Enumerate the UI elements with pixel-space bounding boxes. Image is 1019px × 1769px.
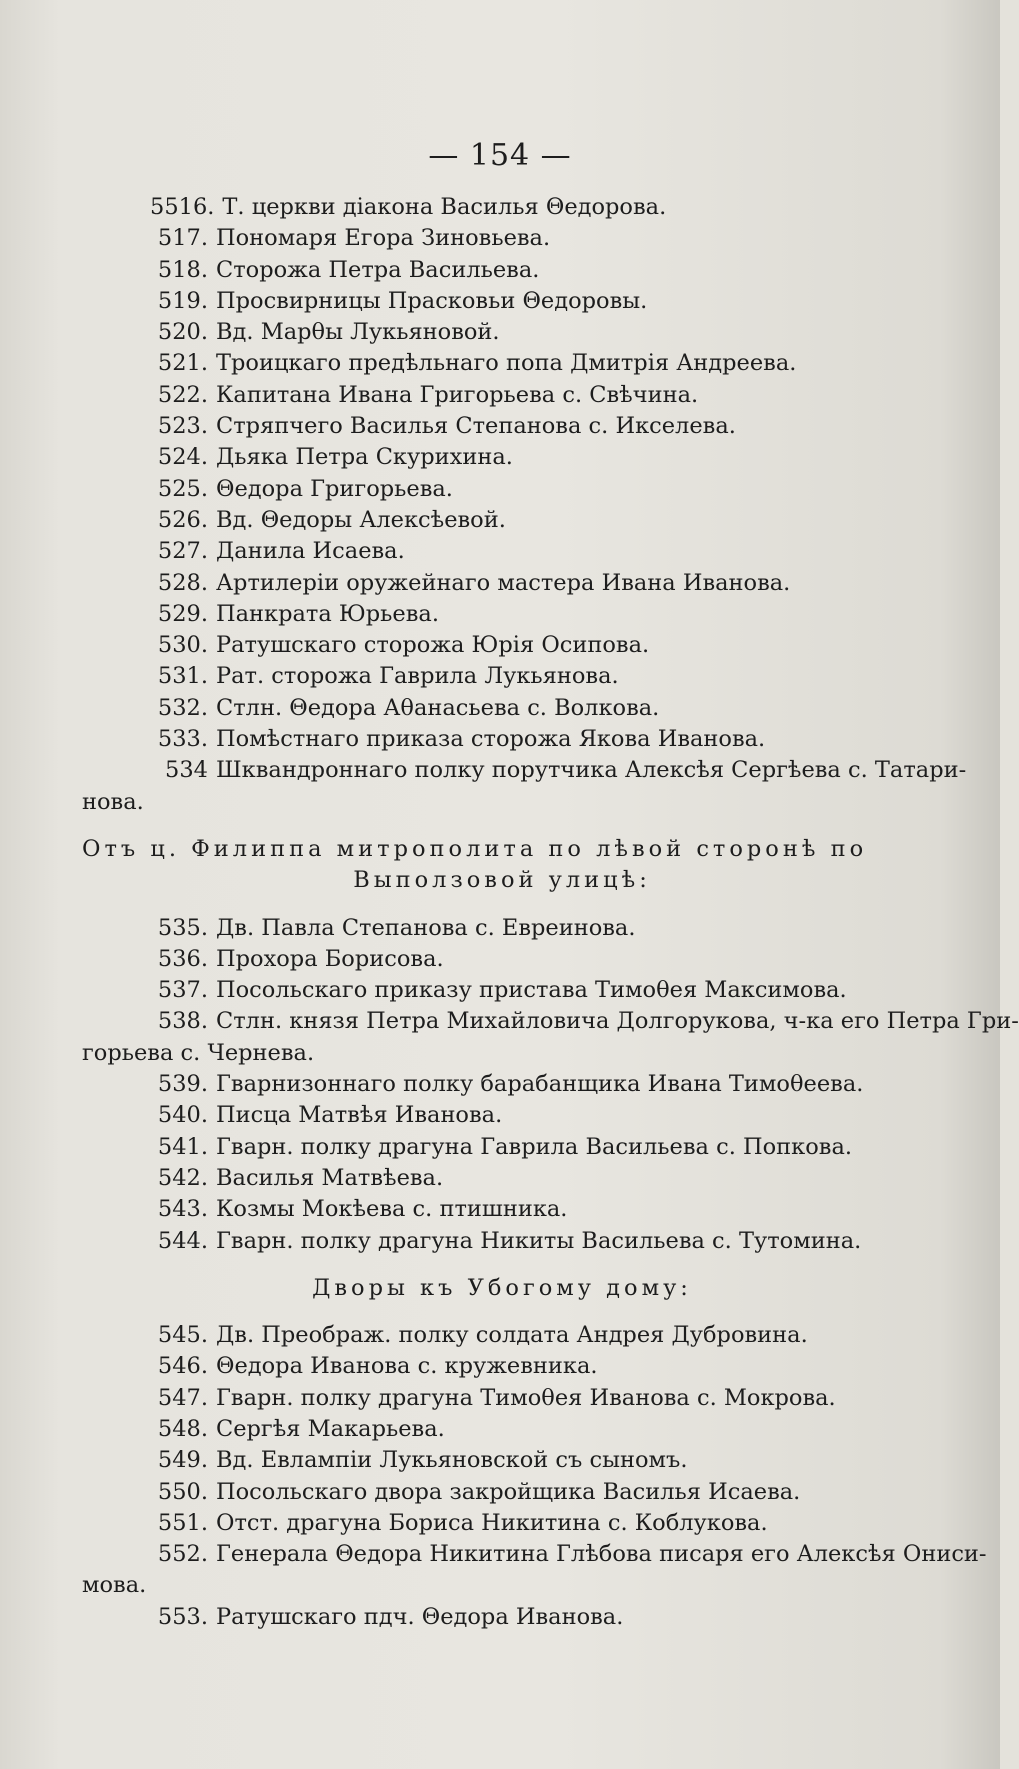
entry-number: 525. <box>157 475 208 502</box>
entry-text: Гварн. полку драгуна Никиты Васильева с. Тутомина. <box>216 1227 862 1254</box>
list-item <box>82 1226 922 1257</box>
list-item <box>82 348 922 379</box>
list-item <box>82 1194 922 1225</box>
entry-text: Писца Матвѣя Иванова. <box>216 1102 503 1129</box>
entry-text: Артилеріи оружейнаго мастера Ивана Иванова. <box>216 569 791 596</box>
entry-number: 533. <box>157 726 208 753</box>
list-item <box>82 474 922 505</box>
entry-number: 530. <box>157 632 208 659</box>
list-item <box>82 661 922 692</box>
spacer <box>82 818 922 834</box>
entry-number: 532. <box>157 694 208 721</box>
entry-continuation: мова. <box>82 1572 147 1599</box>
entry-text: Θедора Григорьева. <box>216 475 453 502</box>
entry-number: 542. <box>157 1164 208 1191</box>
spacer <box>82 1304 922 1320</box>
list-item <box>82 1445 922 1476</box>
entry-number: 535. <box>157 914 208 941</box>
entry-number: 549. <box>157 1447 208 1474</box>
list-item <box>82 1539 987 1570</box>
entry-number: 524. <box>157 444 208 471</box>
entry-number: 551. <box>157 1509 208 1536</box>
entry-text: Дв. Павла Степанова с. Евреинова. <box>216 914 636 941</box>
list-item <box>82 724 922 755</box>
spacer <box>82 1257 922 1273</box>
list-item <box>82 1351 922 1382</box>
entry-number: 531. <box>157 663 208 690</box>
entry-text: Ратушскаго сторожа Юрія Осипова. <box>216 632 650 659</box>
list-item <box>82 505 922 536</box>
entry-number: 528. <box>157 569 208 596</box>
list-item <box>82 1069 922 1100</box>
entry-number: 539. <box>157 1071 208 1098</box>
entry-text: Сергѣя Макарьева. <box>216 1415 445 1442</box>
list-item <box>82 1163 922 1194</box>
entry-number: 522. <box>157 381 208 408</box>
entry-text: Капитана Ивана Григорьева с. Свѣчина. <box>216 381 699 408</box>
list-item <box>82 599 922 630</box>
entry-text: Пономаря Егора Зиновьева. <box>216 225 551 252</box>
entry-number: 5516. <box>150 194 215 220</box>
entry-text: Гварнизоннаго полку барабанщика Ивана Тимоθеева. <box>216 1071 864 1098</box>
list-item <box>82 1602 922 1633</box>
section-heading: Выползовой улицѣ: <box>353 867 651 894</box>
list-item <box>82 223 922 254</box>
entry-text: Просвирницы Прасковьи Θедоровы. <box>216 287 648 314</box>
entry-number: 543. <box>157 1196 208 1223</box>
entry-number: 545. <box>157 1322 208 1349</box>
entry-continuation: нова. <box>82 788 144 815</box>
entry-text: Прохора Борисова. <box>216 945 444 972</box>
list-item <box>82 1508 922 1539</box>
list-item <box>82 693 922 724</box>
list-item <box>82 442 922 473</box>
entry-number: 520. <box>157 319 208 346</box>
list-item <box>82 255 922 286</box>
list-item <box>82 1320 922 1351</box>
list-item <box>82 1383 922 1414</box>
entry-text: Θедора Иванова с. кружевника. <box>216 1353 598 1380</box>
entry-number: 550. <box>157 1478 208 1505</box>
list-item <box>82 411 922 442</box>
entry-number: 534 <box>165 757 208 784</box>
list-item <box>82 913 922 944</box>
page-number: — 154 — <box>428 138 572 173</box>
entry-text: Стряпчего Василья Степанова с. Икселева. <box>216 413 736 440</box>
section-heading: Отъ ц. Филиппа митрополита по лѣвой сторонѣ по <box>82 835 868 862</box>
list-item <box>82 1006 1019 1037</box>
entry-text: Рат. сторожа Гаврила Лукьянова. <box>216 663 619 690</box>
entry-number: 538. <box>157 1008 208 1035</box>
entry-number: 518. <box>157 256 208 283</box>
entry-text: Панкрата Юрьева. <box>216 600 439 627</box>
entry-text: Вд. Евлампіи Лукьяновской съ сыномъ. <box>216 1447 688 1474</box>
entry-text: Василья Матвѣева. <box>216 1164 444 1191</box>
spacer <box>82 897 922 913</box>
entry-text: Вд. Марθы Лукьяновой. <box>216 319 500 346</box>
list-item <box>82 1132 922 1163</box>
entry-text: Вд. Θедоры Алексѣевой. <box>216 506 506 533</box>
entry-text: Данила Исаева. <box>216 538 405 565</box>
entry-number: 519. <box>157 287 208 314</box>
entry-text: Гварн. полку драгуна Гаврила Васильева с. Попкова. <box>216 1133 853 1160</box>
entry-text: Козмы Мокѣева с. птишника. <box>216 1196 568 1223</box>
entry-number: 544. <box>157 1227 208 1254</box>
entry-text: Посольскаго двора закройщика Василья Исаева. <box>216 1478 801 1505</box>
list-item <box>82 944 922 975</box>
list-item <box>82 1477 922 1508</box>
entry-number: 517. <box>157 225 208 252</box>
list-item <box>82 536 922 567</box>
entry-number: 553. <box>157 1603 208 1630</box>
entry-continuation: горьева с. Чернева. <box>82 1039 315 1066</box>
entry-number: 537. <box>157 977 208 1004</box>
entry-text: Ратушскаго пдч. Θедора Иванова. <box>216 1603 624 1630</box>
entry-number: 523. <box>157 413 208 440</box>
list-item <box>82 630 922 661</box>
entry-number: 541. <box>157 1133 208 1160</box>
entry-text: Дв. Преображ. полку солдата Андрея Дубровина. <box>216 1322 808 1349</box>
entry-number: 552. <box>157 1541 208 1568</box>
list-item <box>82 755 967 786</box>
list-item <box>82 286 922 317</box>
section-heading: Дворы къ Убогому дому: <box>312 1274 692 1301</box>
entry-text: Посольскаго приказу пристава Тимоθея Максимова. <box>216 977 847 1004</box>
list-item <box>82 975 922 1006</box>
entry-number: 536. <box>157 945 208 972</box>
entry-text: Сторожа Петра Васильева. <box>216 256 540 283</box>
entry-text: Гварн. полку драгуна Тимоθея Иванова с. Мокрова. <box>216 1384 836 1411</box>
entry-text: Стлн. Θедора Аθанасьева с. Волкова. <box>216 694 660 721</box>
page-text <box>82 192 1019 1633</box>
list-item <box>82 1100 922 1131</box>
list-item <box>82 380 922 411</box>
entry-number: 548. <box>157 1415 208 1442</box>
entry-number: 546. <box>157 1353 208 1380</box>
entry-text: Стлн. князя Петра Михайловича Долгорукова, ч-ка его Петра Гри- <box>216 1008 1019 1035</box>
list-item <box>82 1414 922 1445</box>
entry-text: Отст. драгуна Бориса Никитина с. Коблукова. <box>216 1509 768 1536</box>
entry-number: 521. <box>157 350 208 377</box>
entry-text: Генерала Θедора Никитина Глѣбова писаря его Алексѣя Ониси- <box>216 1541 987 1568</box>
list-item <box>82 317 922 348</box>
entry-number: 540. <box>157 1102 208 1129</box>
entry-text: Помѣстнаго приказа сторожа Якова Иванова. <box>216 726 766 753</box>
entry-text: Дьяка Петра Скурихина. <box>216 444 513 471</box>
list-item <box>82 568 922 599</box>
entry-number: 547. <box>157 1384 208 1411</box>
entry-number: 527. <box>157 538 208 565</box>
entry-text: Т. церкви діакона Василья Θедорова. <box>222 194 667 220</box>
entry-number: 529. <box>157 600 208 627</box>
entry-number: 526. <box>157 506 208 533</box>
list-item <box>82 192 922 223</box>
entry-text: Шквандроннаго полку порутчика Алексѣя Сергѣева с. Татари- <box>216 757 967 784</box>
entry-text: Троицкаго предѣльнаго попа Дмитрія Андреева. <box>216 350 797 377</box>
